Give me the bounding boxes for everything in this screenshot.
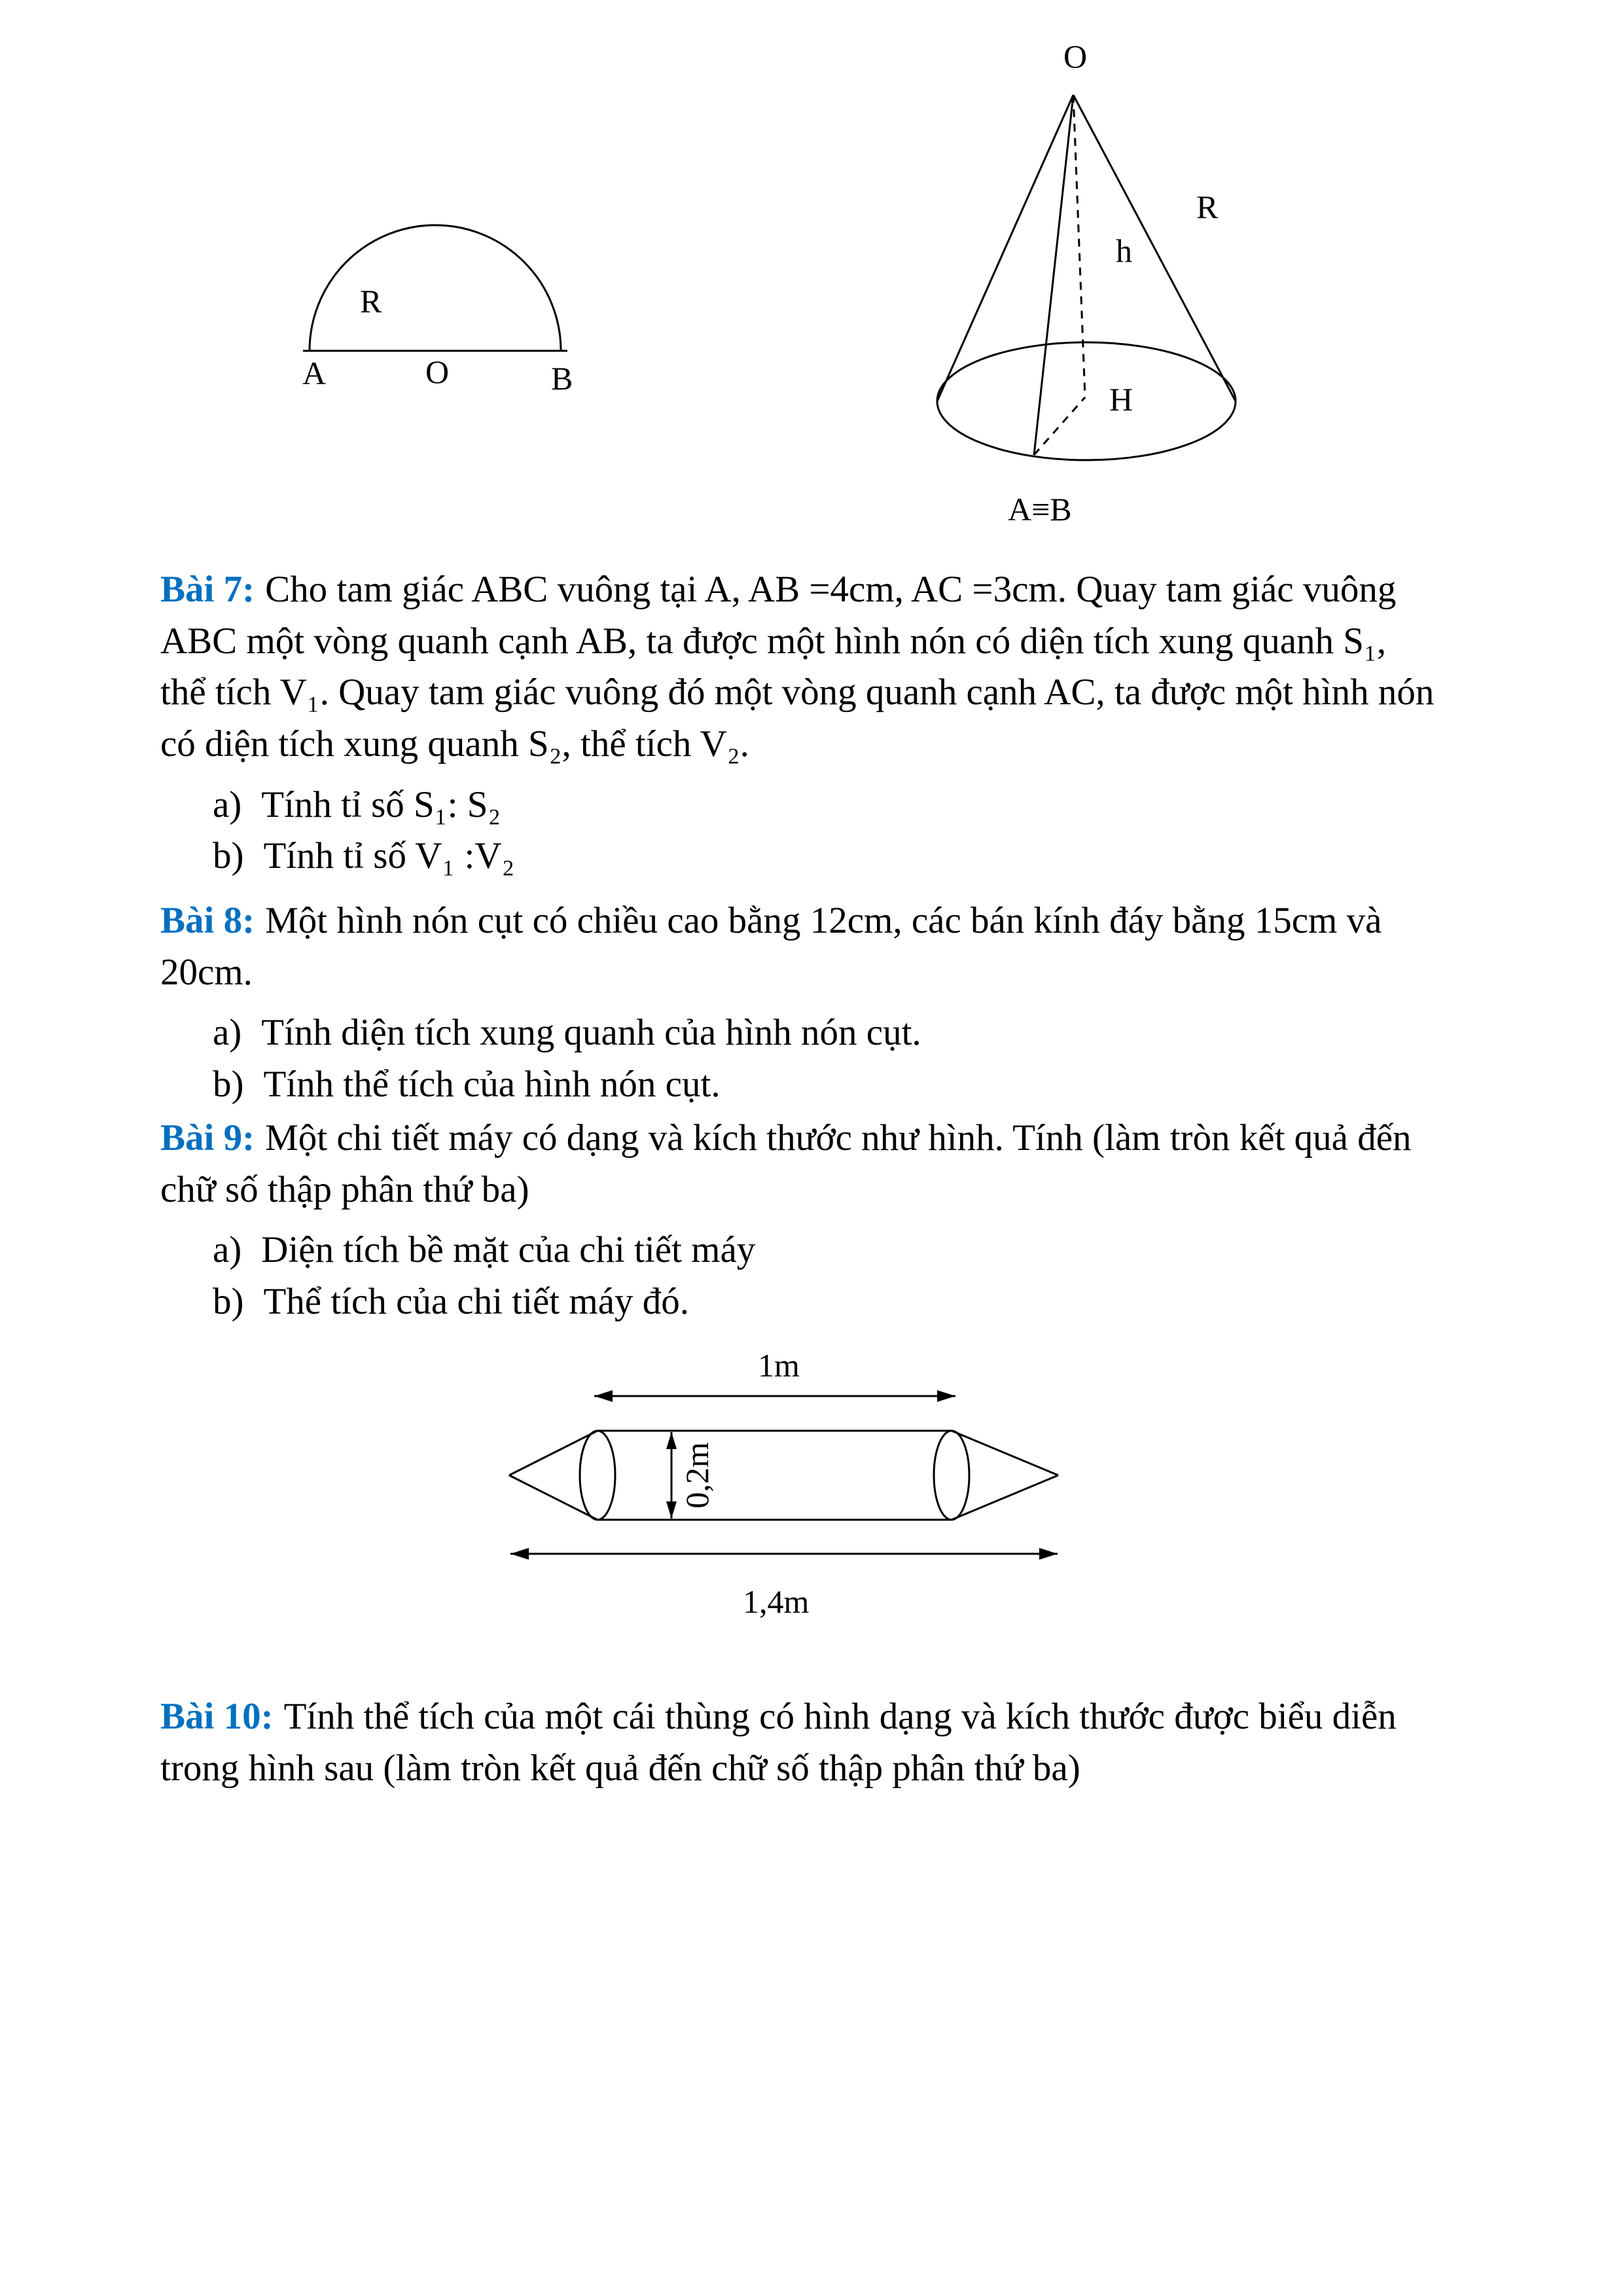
cone-base-ellipse [937, 342, 1236, 460]
problem-9-items [160, 1225, 1436, 1327]
cone-left-slant [937, 95, 1073, 401]
cone-front-generator [1034, 95, 1073, 455]
problem-9-body: Một chi tiết máy có dạng và kích thước như hình. Tính (làm tròn kết quả đến chữ số thập phân thứ ba) [160, 1117, 1412, 1210]
item-marker: b) [213, 835, 244, 877]
item-text: Tính tỉ số V₁ :V₂ [263, 835, 515, 877]
item-text: Thể tích của chi tiết máy đó. [263, 1280, 690, 1322]
cone-base-points-label: A≡B [1008, 491, 1072, 528]
list-item [213, 1276, 1436, 1328]
semicircle-figure [262, 141, 628, 403]
cone-base-radius-dashed [1034, 397, 1085, 455]
left-cone-upper [509, 1431, 597, 1475]
item-marker: a) [213, 1012, 242, 1054]
cone-slant-label: R [1196, 188, 1219, 225]
semicircle-center-label: O [425, 353, 450, 390]
left-cone-lower [509, 1475, 597, 1520]
problem-8-label: Bài 8: [160, 900, 255, 941]
arrow-head-icon [594, 1390, 613, 1402]
list-item [213, 831, 1436, 882]
arrow-head-icon [1039, 1548, 1058, 1560]
machine-part-figure [491, 1340, 1080, 1622]
problem-7-body: Cho tam giác ABC vuông tại A, AB =4cm, AC =3cm. Quay tam giác vuông ABC một vòng quanh cạnh AB, ta được một hình nón có diện tích xung quanh S₁, thể tích V₁. Quay tam giác vuông đó một vòng quanh cạnh AC, ta được một hình nón có diện tích xung quanh S₂, thể tích V₂. [160, 569, 1435, 764]
arrow-head-icon [666, 1501, 677, 1518]
problem-7 [160, 564, 1436, 882]
problem-8-paragraph [160, 895, 1436, 998]
problem-10 [160, 1691, 1436, 1794]
list-item [213, 1007, 1436, 1059]
item-text: Diện tích bề mặt của chi tiết máy [261, 1229, 756, 1271]
item-text: Tính tỉ số S₁: S₂ [261, 783, 501, 825]
problem-9-paragraph [160, 1113, 1436, 1215]
cone-base-center-label: H [1109, 381, 1133, 418]
cylinder-right-ellipse [934, 1431, 969, 1520]
semicircle-point-a-label: A [302, 355, 327, 391]
problem-8 [160, 895, 1436, 1111]
item-text: Tính thể tích của hình nón cụt. [263, 1063, 721, 1105]
list-item [213, 1225, 1436, 1276]
problem-7-label: Bài 7: [160, 569, 255, 610]
diameter-label: 0,2m [679, 1442, 715, 1509]
problem-8-body: Một hình nón cụt có chiều cao bằng 12cm, các bán kính đáy bằng 15cm và 20cm. [160, 900, 1382, 993]
problem-8-items [160, 1007, 1436, 1110]
semicircle-point-b-label: B [551, 360, 573, 397]
list-item [213, 1059, 1436, 1111]
arrow-head-icon [510, 1548, 529, 1560]
semicircle-radius-label: R [360, 283, 382, 319]
item-text: Tính diện tích xung quanh của hình nón cụt. [261, 1012, 921, 1054]
arrow-head-icon [937, 1390, 955, 1402]
item-marker: a) [213, 1229, 242, 1271]
cone-height-label: h [1116, 232, 1132, 269]
arrow-head-icon [666, 1432, 677, 1449]
problem-7-paragraph [160, 564, 1436, 770]
cone-apex-label: O [1063, 38, 1088, 75]
cylinder-left-ellipse [580, 1431, 615, 1520]
problem-10-body: Tính thể tích của một cái thùng có hình dạng và kích thước được biểu diễn trong hình sau (làm tròn kết quả đến chữ số thập phân thứ ba) [160, 1696, 1397, 1789]
item-marker: a) [213, 783, 242, 825]
item-marker: b) [213, 1280, 244, 1322]
cylinder-length-label: 1m [758, 1347, 800, 1384]
total-length-label: 1,4m [743, 1583, 810, 1620]
item-marker: b) [213, 1063, 244, 1105]
problem-9-label: Bài 9: [160, 1117, 255, 1158]
problem-10-label: Bài 10: [160, 1696, 274, 1737]
cone-axis-dashed [1073, 95, 1085, 397]
problem-7-items [160, 780, 1436, 882]
cone-right-slant [1073, 95, 1236, 401]
semicircle-arc [310, 225, 561, 351]
problem-9 [160, 1113, 1436, 1328]
problem-10-paragraph [160, 1691, 1436, 1794]
cone-figure [838, 36, 1361, 560]
list-item [213, 780, 1436, 831]
